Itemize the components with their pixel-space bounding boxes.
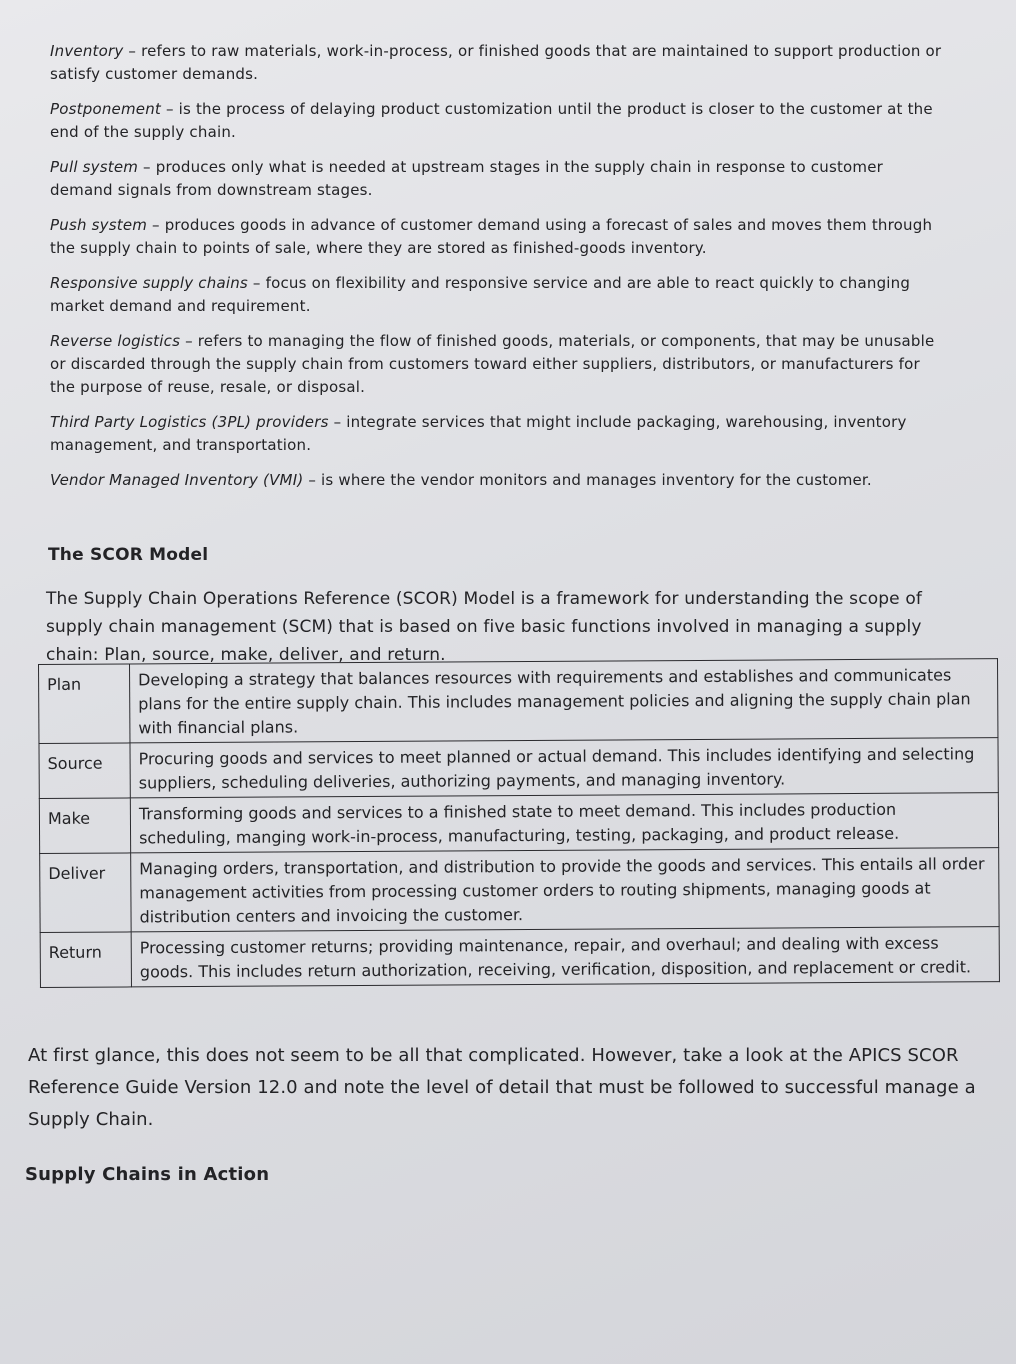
definition-postponement: [50, 98, 950, 144]
table-row: [40, 927, 999, 988]
definition-term: Inventory: [50, 42, 124, 60]
scor-table: [38, 658, 1000, 988]
description-cell: Procuring goods and services to meet planned or actual demand. This includes identifying and selecting suppliers, scheduling deliveries, authorizing payments, and managing inventory.: [130, 738, 998, 798]
definition-text: – is the process of delaying product customization until the product is closer to the customer at the end of the supply chain.: [50, 100, 933, 141]
phase-cell: Deliver: [40, 853, 131, 933]
definition-term: Postponement: [50, 100, 161, 118]
definition-pull-system: [50, 156, 950, 202]
definition-reverse-logistics: [50, 330, 950, 399]
description-cell: Developing a strategy that balances resources with requirements and establishes and communicates plans for the entire supply chain. This includes management policies and aligning the supply chain plan with financial plans.: [130, 659, 998, 743]
definition-term: Responsive supply chains: [50, 274, 248, 292]
definition-vmi: [50, 469, 950, 492]
description-cell: Managing orders, transportation, and distribution to provide the goods and services. This entails all order management activities from processing customer orders to routing shipments, managing goods at distribution centers and invoicing the customer.: [131, 848, 999, 932]
closing-paragraph: At first glance, this does not seem to be all that complicated. However, take a look at the APICS SCOR Reference Guide Version 12.0 and note the level of detail that must be followed to successful manage a Supply Chain.: [28, 1045, 976, 1130]
table-row: [39, 738, 998, 799]
definition-term: Vendor Managed Inventory (VMI): [50, 471, 304, 489]
definition-inventory: [50, 40, 950, 86]
definition-text: – integrate services that might include packaging, warehousing, inventory management, and transportation.: [50, 413, 907, 454]
definition-text: – produces only what is needed at upstream stages in the supply chain in response to customer demand signals from downstream stages.: [50, 158, 884, 199]
definition-push-system: [50, 214, 950, 260]
section-heading: Supply Chains in Action: [25, 1164, 270, 1185]
table-row: [39, 793, 998, 854]
definitions-list: [50, 40, 950, 504]
phase-cell: Source: [39, 743, 130, 799]
definition-term: Third Party Logistics (3PL) providers: [50, 413, 329, 431]
definition-text: – refers to managing the flow of finished goods, materials, or components, that may be unusable or discarded through the supply chain from customers toward either suppliers, distributors, or manufacturers for the purpose of reuse, resale, or disposal.: [50, 332, 935, 396]
scor-heading: The SCOR Model: [48, 545, 209, 565]
definition-text: – produces goods in advance of customer demand using a forecast of sales and moves them through the supply chain to points of sale, where they are stored as finished-goods inventory.: [50, 216, 933, 257]
description-cell: Processing customer returns; providing maintenance, repair, and overhaul; and dealing with excess goods. This includes return authorization, receiving, verification, disposition, and replacement or credit.: [131, 927, 999, 987]
phase-cell: Return: [40, 932, 131, 988]
definition-responsive-supply-chains: [50, 272, 950, 318]
definition-term: Pull system: [50, 158, 139, 176]
definition-text: – refers to raw materials, work-in-process, or finished goods that are maintained to support production or satisfy customer demands.: [50, 42, 942, 83]
table-row: [40, 848, 999, 933]
phase-cell: Plan: [39, 664, 130, 744]
phase-cell: Make: [39, 798, 130, 854]
table-row: [39, 659, 998, 744]
definition-term: Reverse logistics: [50, 332, 181, 350]
definition-text: – focus on flexibility and responsive service and are able to react quickly to changing market demand and requirement.: [50, 274, 911, 315]
definition-term: Push system: [50, 216, 148, 234]
scor-intro: The Supply Chain Operations Reference (SCOR) Model is a framework for understanding the scope of supply chain management (SCM) that is based on five basic functions involved in managing a supply chain: Plan, source, make, deliver, and return.: [46, 589, 923, 665]
definition-3pl: [50, 411, 950, 457]
description-cell: Transforming goods and services to a finished state to meet demand. This includes production scheduling, manging work-in-process, manufacturing, testing, packaging, and product release.: [130, 793, 998, 853]
definition-text: – is where the vendor monitors and manages inventory for the customer.: [303, 471, 872, 489]
